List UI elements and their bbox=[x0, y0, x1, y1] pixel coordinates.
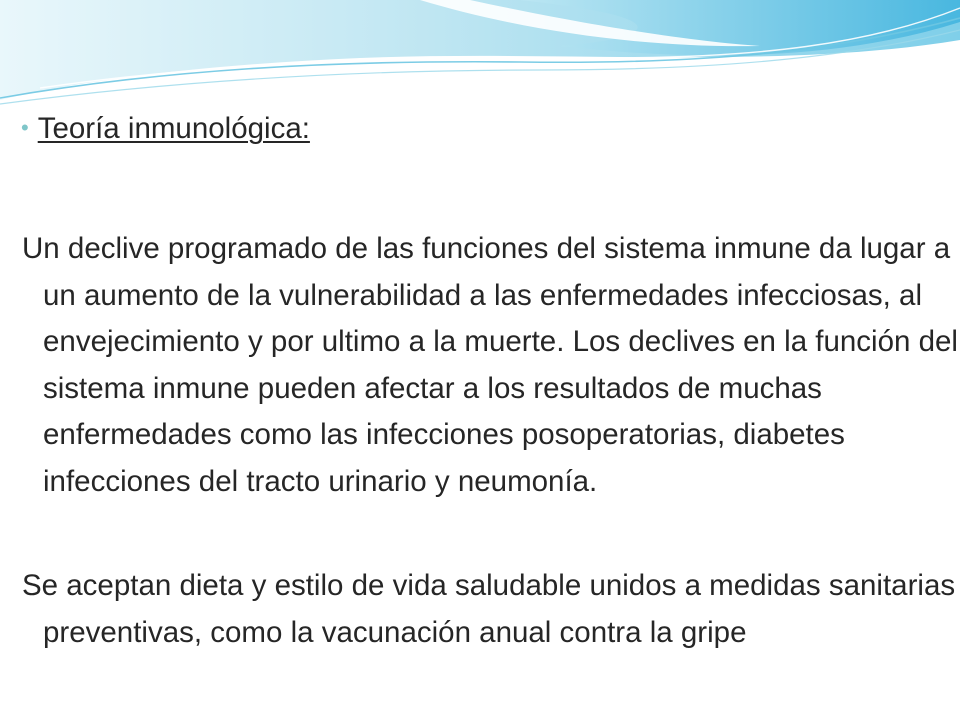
round-bullet-icon: • bbox=[21, 115, 29, 140]
paragraph-prevention: Se aceptan dieta y estilo de vida saludable unidos a medidas sanitarias preventivas, como la vacunación anual contra la gripe bbox=[22, 569, 956, 649]
slide-heading: Teoría inmunológica: bbox=[37, 112, 310, 145]
heading-row bbox=[21, 112, 310, 146]
paragraph-immune-decline: Un declive programado de las funciones del sistema inmune da lugar a un aumento de la vulnerabilidad a las enfermedades infecciosas, al envejecimiento y por ultimo a la muerte. Los declives en la función del sistema inmune pueden afectar a los resultados de muchas enfermedades como las infecciones posoperatorias, diabetes infecciones del tracto urinario y neumonía. bbox=[22, 232, 958, 498]
wave-header-decoration bbox=[0, 0, 960, 110]
